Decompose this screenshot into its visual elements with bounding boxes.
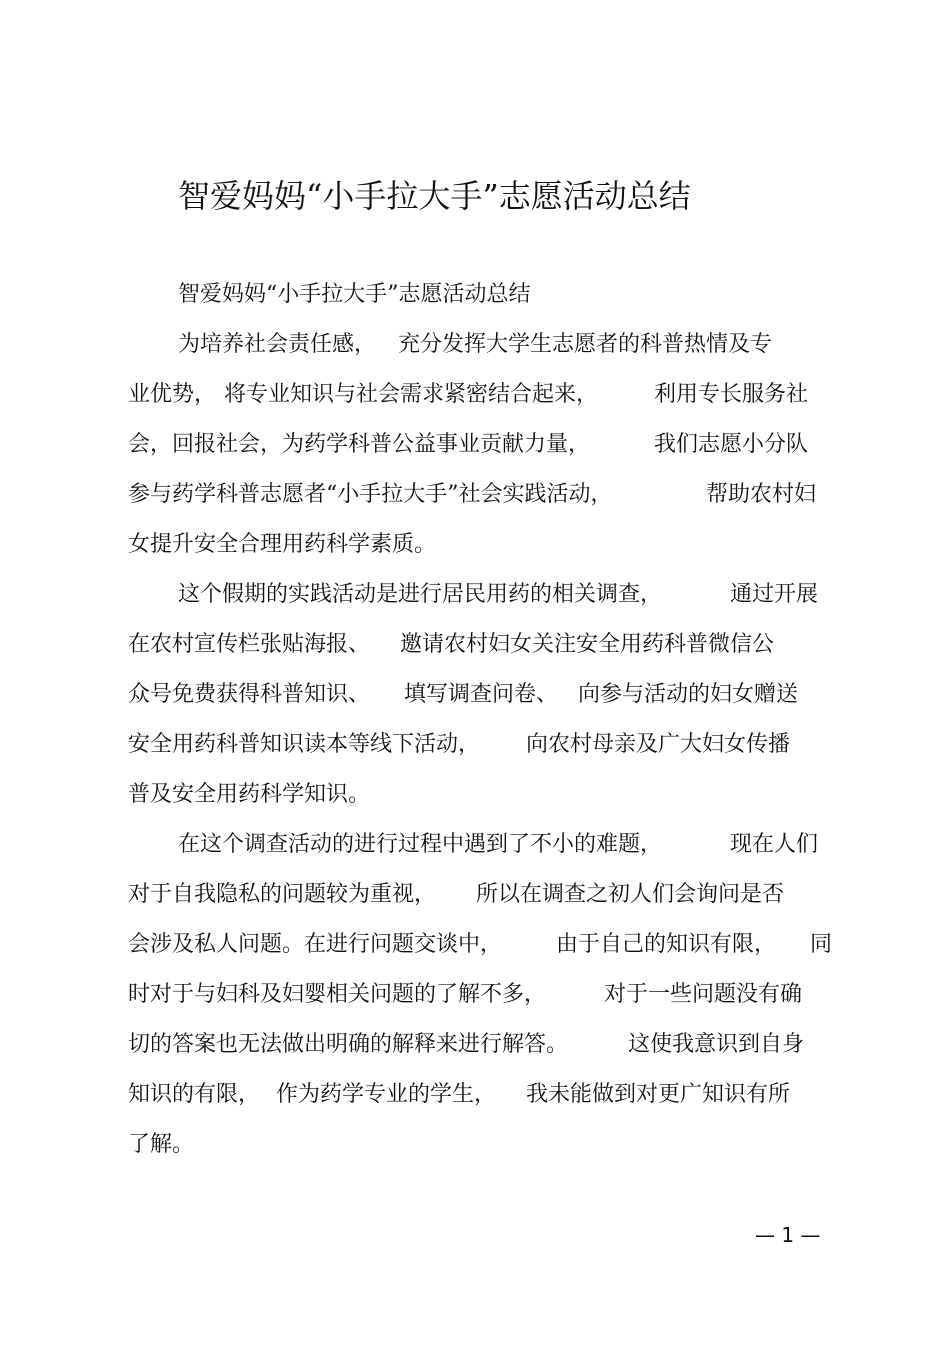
text-segment: 通过开展 xyxy=(730,582,819,607)
text-segment: 利用专长服务社 xyxy=(654,382,809,407)
text-segment: 对于自我隐私的问题较为重视， xyxy=(128,882,437,907)
text-segment: 所以在调查之初人们会询问是否 xyxy=(476,882,785,907)
text-segment: 女提升安全合理用药科学素质。 xyxy=(128,532,437,557)
text-segment: 向农村母亲及广大妇女传播 xyxy=(526,732,791,757)
text-segment: 会，回报社会，为药学科普公益事业贡献力量， xyxy=(128,432,591,457)
text-segment: 充分发挥大学生志愿者的科普热情及专 xyxy=(398,332,773,357)
text-segment: 作为药学专业的学生， xyxy=(276,1082,497,1107)
text-segment: 知识的有限， xyxy=(128,1082,261,1107)
text-segment: 将专业知识与社会需求紧密结合起来， xyxy=(224,382,599,407)
page-number: — 1 — xyxy=(755,1223,821,1247)
text-line xyxy=(128,1070,790,1120)
text-line xyxy=(128,970,802,1020)
text-segment: 业优势， xyxy=(128,382,217,407)
text-segment: 智爱妈妈“小手拉大手”志愿活动总结 xyxy=(178,282,531,307)
text-segment: 邀请农村妇女关注安全用药科普微信公 xyxy=(400,632,775,657)
text-line xyxy=(178,270,531,320)
text-segment: 同 xyxy=(810,932,833,957)
text-segment: 向参与活动的妇女赠送 xyxy=(578,682,799,707)
text-line xyxy=(128,1120,194,1170)
text-line xyxy=(128,1020,804,1070)
text-segment: 帮助农村妇 xyxy=(706,482,817,507)
text-line xyxy=(128,770,370,820)
text-line xyxy=(128,920,832,970)
text-line xyxy=(178,570,818,620)
text-segment: 对于一些问题没有确 xyxy=(604,982,803,1007)
text-segment: 安全用药科普知识读本等线下活动， xyxy=(128,732,481,757)
text-segment: 会涉及私人问题。在进行问题交谈中， xyxy=(128,932,503,957)
text-segment: 普及安全用药科学知识。 xyxy=(128,782,371,807)
text-line xyxy=(128,420,808,470)
text-line xyxy=(128,670,798,720)
text-line xyxy=(128,520,436,570)
text-segment: 众号免费获得科普知识、 xyxy=(128,682,371,707)
text-segment: 切的答案也无法做出明确的解释来进行解答。 xyxy=(128,1032,569,1057)
text-segment: 由于自己的知识有限， xyxy=(556,932,777,957)
text-segment: 填写调查问卷、 xyxy=(404,682,559,707)
text-segment: 我们志愿小分队 xyxy=(654,432,809,457)
text-segment: 这个假期的实践活动是进行居民用药的相关调查， xyxy=(178,582,663,607)
text-segment: 在农村宣传栏张贴海报、 xyxy=(128,632,371,657)
text-line xyxy=(128,720,790,770)
text-line xyxy=(128,370,808,420)
text-segment: 我未能做到对更广知识有所 xyxy=(526,1082,791,1107)
text-segment: 现在人们 xyxy=(730,832,819,857)
text-line xyxy=(178,820,818,870)
text-segment: 这使我意识到自身 xyxy=(628,1032,805,1057)
text-line xyxy=(128,470,816,520)
text-line xyxy=(178,320,772,370)
text-segment: 在这个调查活动的进行过程中遇到了不小的难题， xyxy=(178,832,663,857)
text-line xyxy=(128,620,774,670)
text-segment: 了解。 xyxy=(128,1132,195,1157)
text-segment: 为培养社会责任感， xyxy=(178,332,377,357)
document-title: 智爱妈妈“小手拉大手”志愿活动总结 xyxy=(178,177,691,215)
text-segment: 时对于与妇科及妇婴相关问题的了解不多， xyxy=(128,982,547,1007)
text-line xyxy=(128,870,784,920)
text-segment: 参与药学科普志愿者“小手拉大手”社会实践活动， xyxy=(128,482,613,507)
